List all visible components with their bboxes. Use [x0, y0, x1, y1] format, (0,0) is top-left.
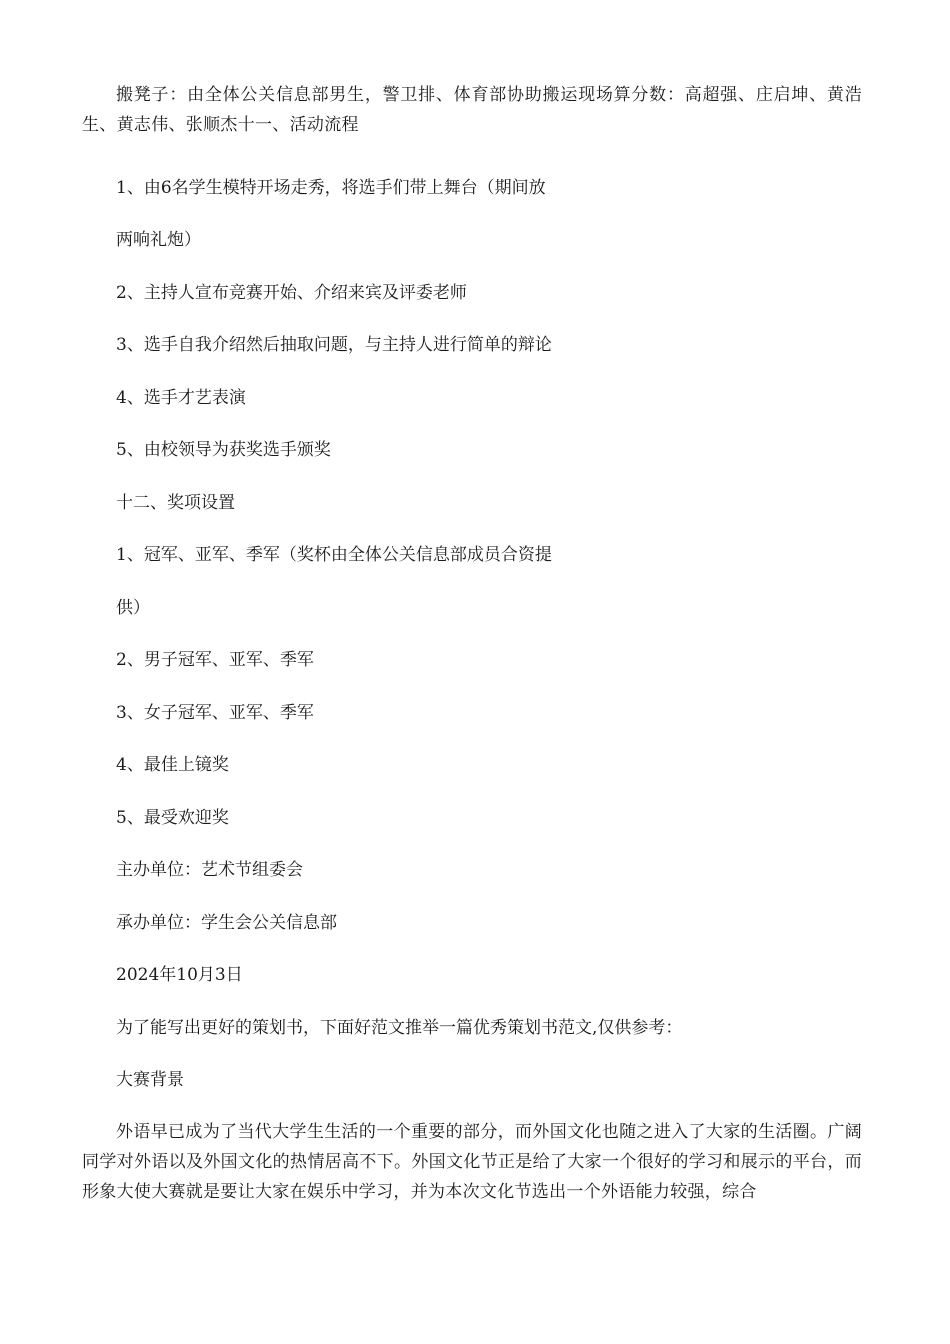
flow-item-4: 4、选手才艺表演	[116, 388, 246, 408]
flow-item-1-continued: 两响礼炮）	[116, 230, 201, 250]
award-item-4: 4、最佳上镜奖	[116, 755, 229, 775]
award-item-1: 1、冠军、亚军、季军（奖杯由全体公关信息部成员合资提	[116, 545, 552, 565]
section-heading-awards: 十二、奖项设置	[116, 493, 235, 513]
flow-item-3: 3、选手自我介绍然后抽取问题，与主持人进行简单的辩论	[116, 335, 552, 355]
section-heading-background: 大赛背景	[116, 1070, 184, 1090]
award-item-1-continued: 供）	[116, 598, 150, 618]
award-item-2: 2、男子冠军、亚军、季军	[116, 650, 314, 670]
flow-item-1: 1、由6名学生模特开场走秀，将选手们带上舞台（期间放	[116, 178, 546, 198]
paragraph-moving-stools: 搬凳子：由全体公关信息部男生，警卫排、体育部协助搬运现场算分数：高超强、庄启坤、黄浩生、黄志伟、张顺杰十一、活动流程	[82, 85, 862, 135]
date-line: 2024年10月3日	[116, 965, 243, 985]
organizer-line: 主办单位：艺术节组委会	[116, 860, 303, 880]
co-organizer-line: 承办单位：学生会公关信息部	[116, 913, 337, 933]
award-item-5: 5、最受欢迎奖	[116, 808, 229, 828]
flow-item-2: 2、主持人宣布竞赛开始、介绍来宾及评委老师	[116, 283, 467, 303]
flow-item-5: 5、由校领导为获奖选手颁奖	[116, 440, 331, 460]
paragraph-background: 外语早已成为了当代大学生生活的一个重要的部分，而外国文化也随之进入了大家的生活圈。广阔同学对外语以及外国文化的热情居高不下。外国文化节正是给了大家一个很好的学习和展示的平台，而形象大使大赛就是要让大家在娱乐中学习，并为本次文化节选出一个外语能力较强，综合	[82, 1122, 862, 1202]
award-item-3: 3、女子冠军、亚军、季军	[116, 703, 314, 723]
intro-sentence: 为了能写出更好的策划书，下面好范文推举一篇优秀策划书范文,仅供参考：	[116, 1018, 683, 1038]
